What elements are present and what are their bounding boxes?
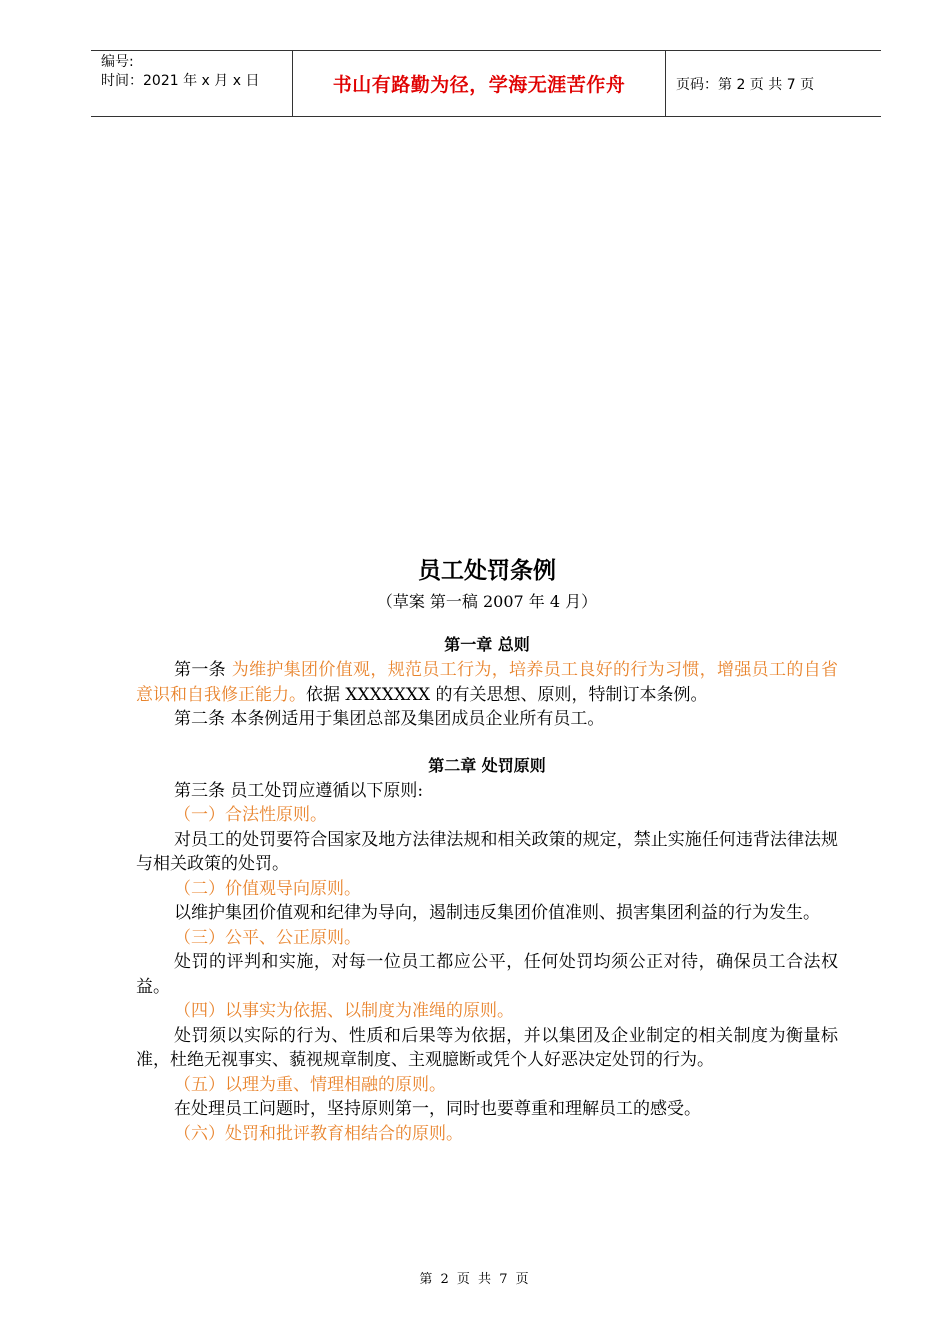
page-footer: 第 2 页 共 7 页	[419, 1272, 531, 1287]
article-2: 第二条 本条例适用于集团总部及集团成员企业所有员工。	[174, 709, 605, 729]
document-time-label: 时间：2021 年 x 月 x 日	[101, 73, 260, 89]
document-title: 员工处罚条例	[418, 558, 556, 584]
chapter-1-heading: 第一章 总则	[444, 635, 530, 654]
article-3: 第三条 员工处罚应遵循以下原则:	[174, 780, 424, 801]
principle-1-title: （一）合法性原则。	[174, 805, 327, 825]
principle-3-title: （三）公平、公正原则。	[174, 927, 361, 948]
header-table	[91, 50, 881, 117]
principle-6-title: （六）处罚和批评教育相结合的原则。	[174, 1123, 463, 1144]
principle-1-text: 对员工的处罚要符合国家及地方法律法规和相关政策的规定，禁止实施任何违背法律法规与相关政策的处罚。	[136, 829, 838, 874]
principle-4-text: 处罚须以实际的行为、性质和后果等为依据，并以集团及企业制定的相关制度为衡量标准，杜绝无视事实、藐视规章制度、主观臆断或凭个人好恶决定处罚的行为。	[136, 1025, 838, 1070]
article-1-rest: 依据 XXXXXXX 的有关思想、原则，特制订本条例。	[306, 684, 708, 705]
principle-5-title: （五）以理为重、情理相融的原则。	[174, 1074, 446, 1095]
principle-4-title: （四）以事实为依据、以制度为准绳的原则。	[174, 1001, 514, 1021]
chapter-2-heading: 第二章 处罚原则	[428, 755, 546, 775]
header-page-code: 页码：第 2 页 共 7 页	[676, 76, 815, 93]
article-1	[136, 658, 838, 707]
document-body	[136, 553, 838, 1146]
header-info-cell	[91, 51, 292, 116]
document-number-label: 编号:	[101, 54, 134, 70]
header-motto: 书山有路勤为径，学海无涯苦作舟	[292, 51, 666, 116]
document-subtitle: （草案 第一稿 2007 年 4 月）	[376, 592, 598, 611]
principle-2-text: 以维护集团价值观和纪律为导向，遏制违反集团价值准则、损害集团利益的行为发生。	[174, 903, 820, 923]
principle-2-title: （二）价值观导向原则。	[174, 878, 361, 899]
principle-3-text: 处罚的评判和实施，对每一位员工都应公平，任何处罚均须公正对待，确保员工合法权益。	[136, 952, 838, 997]
article-1-prefix: 第一条	[174, 660, 232, 680]
article-1-highlight: 为维护集团价值观，规范员工行为，培养员工良好的行为习惯，增强员工的自省意识和自我修正能力。	[136, 660, 839, 705]
principle-5-text: 在处理员工问题时，坚持原则第一，同时也要尊重和理解员工的感受。	[174, 1099, 701, 1119]
